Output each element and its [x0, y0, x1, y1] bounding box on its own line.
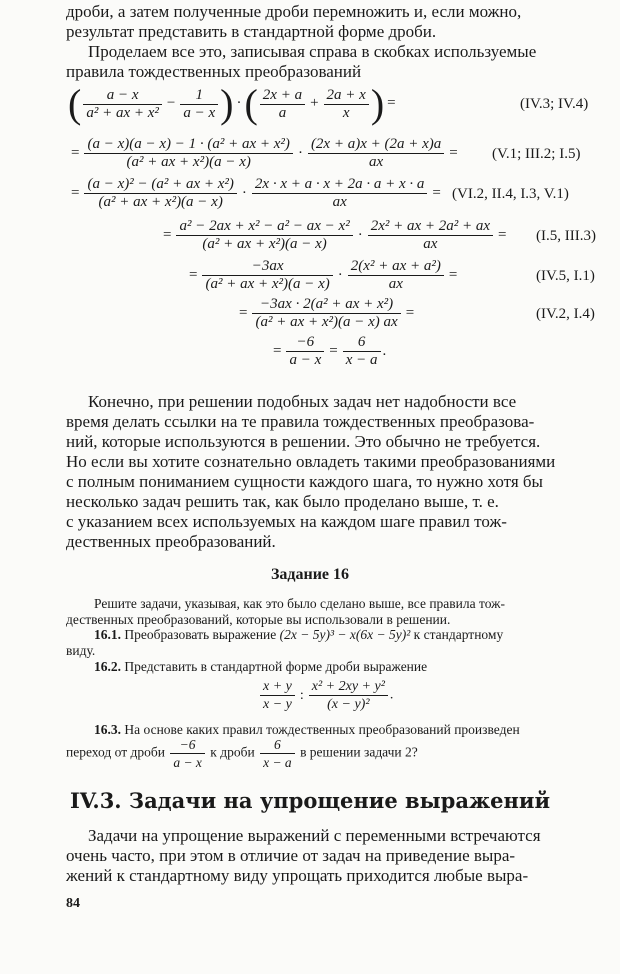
- intro-line-4: правила тождественных преобразований: [66, 62, 362, 81]
- intro-line-2: результат представить в стандартной форме дроби.: [66, 22, 437, 41]
- rule-reference-3: (VI.2, II.4, I.3, V.1): [452, 186, 569, 202]
- section-paragraph: Задачи на упрощение выражений с переменными встречаются очень часто, при этом в отличие от задач на приведение выра- жений к стандартному виду упрощать приходится любые выра-: [66, 826, 541, 885]
- problem-16-1: 16.1. Преобразовать выражение (2x − 5y)³ − x(6x − 5y)² к стандартному виду.: [66, 627, 504, 658]
- task-heading: Задание 16: [270, 566, 350, 583]
- page-number: 84: [66, 896, 80, 911]
- rule-reference-1: (IV.3; IV.4): [520, 96, 589, 112]
- derivation-row-5: = $\frac{-3ax}{\text{(a² + ax + x²)(a − x)}}$ · $\frac{\text{2(x² + ax + a²)}}{ax}$ =: [189, 258, 458, 292]
- intro-line-3: Проделаем все это, записывая справа в скобках используемые: [88, 42, 537, 61]
- explanation-paragraph: Конечно, при решении подобных задач нет надобности все время делать ссылки на те правила тождественных преобразова- ний, которые используются в решении. Это обычно не требуется. Но если вы хотите сознательно овладеть такими преобразованиями с полным пониманием сущности каждого шага, то нужно хотя бы несколько задач решить так, как было проделано выше, т. е. с указанием всех используемых на каждом шаге правил тож- дественных преобразований.: [66, 392, 556, 551]
- derivation-row-2: = $\frac{\text{(a − x)(a − x) − 1 · (a² + ax + x²)}}{\text{(a² + ax + x²)(a − x)}}$ · $\frac{(2x + a)x + (2a + x)a}{ax}$ =: [71, 136, 458, 170]
- intro-paragraph: [66, 2, 614, 82]
- problem-16-2-expression: $\frac{x + y}{x - y}$ : $\frac{\text{x² + 2xy + y²}}{\text{(x − y)²}}$ .: [258, 678, 393, 713]
- fraction: $\frac{1}{a - x}$: [180, 87, 218, 122]
- problem-16-1-expression: (2x − 5y)³ − x(6x − 5y)²: [279, 627, 411, 642]
- intro-line-1: дроби, а затем полученные дроби перемножить и, если можно,: [66, 2, 522, 21]
- rule-reference-6: (IV.2, I.4): [536, 306, 595, 322]
- fraction: $\frac{2a + x}{x}$: [324, 87, 369, 122]
- task-intro: Решите задачи, указывая, как это было сделано выше, все правила тож- дественных преобразований, которые вы использовали в решении.: [66, 596, 505, 627]
- rule-reference-4: (I.5, III.3): [536, 228, 596, 244]
- problem-16-2: 16.2. Представить в стандартной форме дроби выражение: [94, 659, 428, 674]
- derivation-row-1: ( $\frac{a - x}{\text{a² + ax + x²}}$ − $\frac{1}{a - x}$ ) ·( $\frac{2x + a}{a}$ + $\frac{2a + x}{x}$ ) =: [68, 81, 396, 126]
- derivation-row-3: = $\frac{\text{(a − x)² − (a² + ax + x²)}}{\text{(a² + ax + x²)(a − x)}}$ · $\frac{2x \cdot x + a \cdot x + 2a \cdot a + x \cdot a}{ax}$ =: [71, 176, 441, 210]
- rule-reference-2: (V.1; III.2; I.5): [492, 146, 581, 162]
- fraction: $\frac{2x + a}{a}$: [260, 87, 305, 122]
- problem-16-3-line-2: переход от дроби $\frac{-6}{a - x}$ к дроби $\frac{6}{x - a}$ в решении задачи 2?: [66, 737, 418, 770]
- fraction: $\frac{a - x}{\text{a² + ax + x²}}$: [83, 87, 162, 122]
- problem-16-3: 16.3. На основе каких правил тождественных преобразований произведен: [94, 722, 520, 737]
- derivation-row-4: = $\frac{\text{a² − 2ax + x² − a² − ax − x²}}{\text{(a² + ax + x²)(a − x)}}$ · $\frac{\text{2x² + ax + 2a² + ax}}{ax}$ =: [163, 218, 507, 252]
- section-title: IV.3. Задачи на упрощение выражений: [69, 788, 551, 813]
- derivation-row-7: = $\frac{-6}{a - x}$ = $\frac{6}{x - a}$ .: [273, 334, 387, 368]
- rule-reference-5: (IV.5, I.1): [536, 268, 595, 284]
- derivation-row-6: = $\frac{\text{−3ax · 2(a² + ax + x²)}}{\text{(a² + ax + x²)(a − x) ax}}$ =: [239, 296, 415, 330]
